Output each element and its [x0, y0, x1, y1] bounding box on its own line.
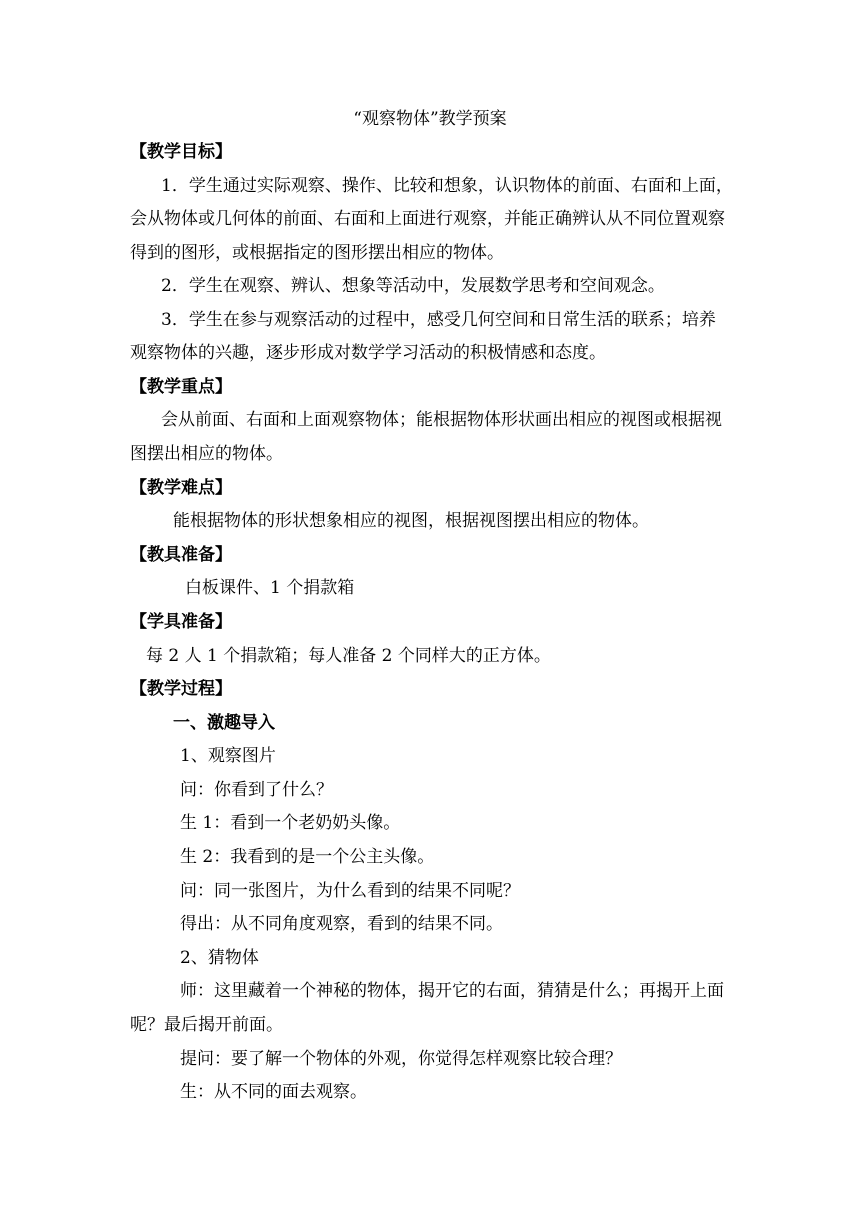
key-points-heading: 【教学重点】 — [130, 377, 232, 397]
difficulty-heading: 【教学难点】 — [130, 478, 232, 498]
process-question-3: 提问：要了解一个物体的外观，你觉得怎样观察比较合理？ — [180, 1049, 622, 1069]
goal-2: 2．学生在观察、辨认、想象等活动中，发展数学思考和空间观念。 — [161, 276, 665, 296]
student-tools-heading: 【学具准备】 — [130, 612, 232, 632]
goal-3-line-2: 观察物体的兴趣，逐步形成对数学学习活动的积极情感和态度。 — [130, 343, 606, 363]
key-points-line-2: 图摆出相应的物体。 — [130, 444, 283, 464]
goals-heading: 【教学目标】 — [130, 142, 232, 162]
process-teacher-line-1: 师：这里藏着一个神秘的物体，揭开它的右面，猜猜是什么；再揭开上面 — [180, 981, 724, 1001]
process-conclusion-1: 得出：从不同角度观察，看到的结果不同。 — [180, 914, 503, 934]
process-question-1: 问：你看到了什么？ — [180, 780, 333, 800]
document-title: “观察物体”教学预案 — [353, 109, 507, 129]
process-heading: 【教学过程】 — [130, 679, 232, 699]
goal-1-line-2: 会从物体或几何体的前面、右面和上面进行观察，并能正确辨认从不同位置观察 — [130, 209, 725, 229]
difficulty-text: 能根据物体的形状想象相应的视图，根据视图摆出相应的物体。 — [173, 511, 649, 531]
goal-3-line-1: 3．学生在参与观察活动的过程中，感受几何空间和日常生活的联系；培养 — [161, 310, 716, 330]
goal-1-line-1: 1．学生通过实际观察、操作、比较和想象，认识物体的前面、右面和上面， — [161, 176, 733, 196]
teacher-tools-heading: 【教具准备】 — [130, 545, 232, 565]
goal-1-line-3: 得到的图形，或根据指定的图形摆出相应的物体。 — [130, 243, 504, 263]
process-part-1-heading: 一、激趣导入 — [173, 713, 275, 733]
process-student-2: 生 2：我看到的是一个公主头像。 — [180, 847, 435, 867]
key-points-line-1: 会从前面、右面和上面观察物体；能根据物体形状画出相应的视图或根据视 — [161, 410, 722, 430]
process-step-1: 1、观察图片 — [180, 746, 276, 766]
process-step-2: 2、猜物体 — [180, 948, 259, 968]
student-tools-text: 每 2 人 1 个捐款箱；每人准备 2 个同样大的正方体。 — [146, 646, 551, 666]
teacher-tools-text: 白板课件、1 个捐款箱 — [185, 578, 355, 598]
process-teacher-line-2: 呢？最后揭开前面。 — [130, 1015, 283, 1035]
process-student-3: 生：从不同的面去观察。 — [180, 1082, 367, 1102]
process-question-2: 问：同一张图片，为什么看到的结果不同呢？ — [180, 881, 520, 901]
process-student-1: 生 1：看到一个老奶奶头像。 — [180, 813, 401, 833]
